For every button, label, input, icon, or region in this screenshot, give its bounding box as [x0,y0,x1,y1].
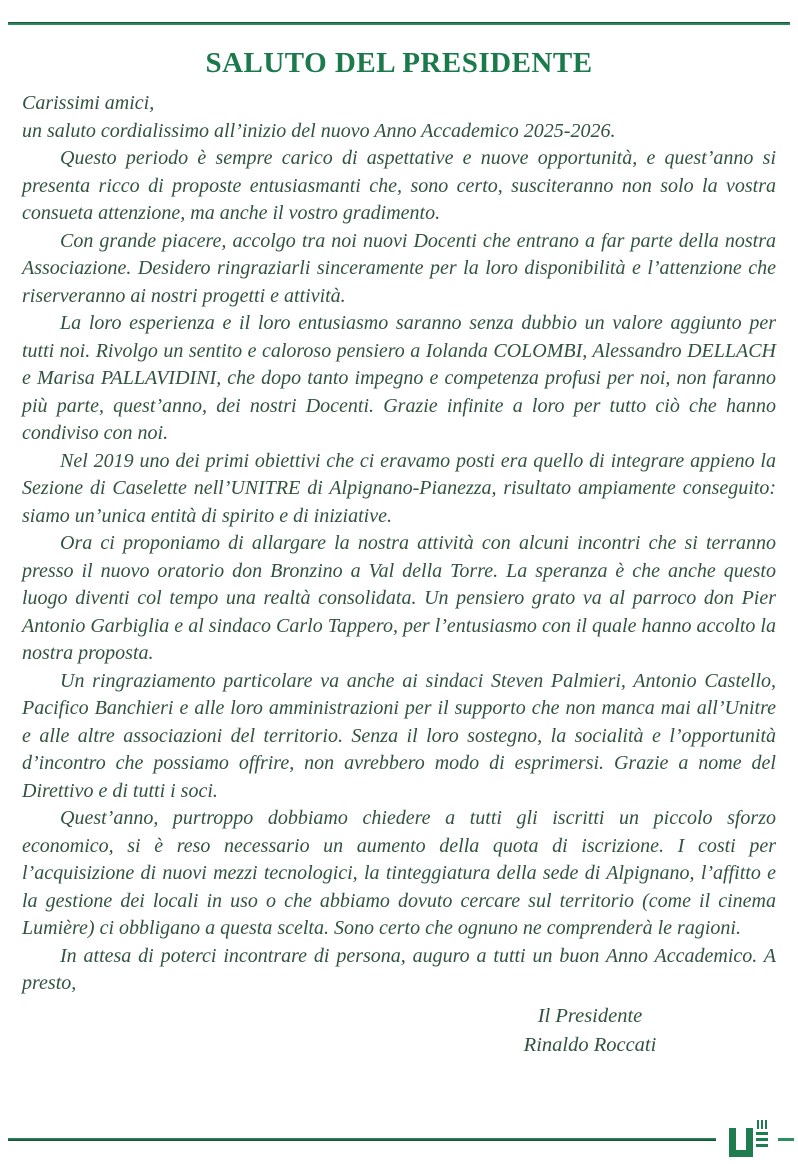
logo-u-shape [729,1128,753,1157]
logo-marks [756,1120,769,1147]
logo-ticks [757,1120,769,1129]
signature-block [445,1002,735,1060]
bottom-divider [8,1138,716,1141]
letter-paragraph: Ora ci proponiamo di allargare la nostra attività con alcuni incontri che si terranno presso il nuovo oratorio don Bronzino a Val della Torre. La speranza è che anche questo luogo diventi col tempo una realtà consolidata. Un pensiero grato va al parroco don Pier Antonio Garbiglia e al sindaco Carlo Tappero, per l’entusiasmo con il quale hanno accolto la nostra proposta. [22,532,776,664]
letter-paragraph: Questo periodo è sempre carico di aspettative e nuove opportunità, e quest’anno si presenta ricco di proposte entusiasmanti che, sono certo, susciteranno non solo la vostra consueta attenzione, ma anche il vostro gradimento. [22,147,776,224]
letter-paragraph: Quest’anno, purtroppo dobbiamo chiedere a tutti gli iscritti un piccolo sforzo economico, si è reso necessario un aumento della quota di iscrizione. I costi per l’acquisizione di nuovi mezzi tecnologici, la tinteggiatura della sede di Alpignano, l’affitto e la gestione dei locali in uso o che abbiamo dovuto cercare sul territorio (come il cinema Lumière) ci obbligano a questa scelta. Sono certo che ognuno ne comprenderà le ragioni. [22,807,776,939]
top-divider [8,22,790,25]
letter-paragraph: La loro esperienza e il loro entusiasmo saranno senza dubbio un valore aggiunto per tutti noi. Rivolgo un sentito e caloroso pensiero a Iolanda COLOMBI, Alessandro DELLACH e Marisa PALLAVIDINI, che dopo tanto impegno e competenza profusi per noi, non faranno più parte, quest’anno, dei nostri Docenti. Grazie infinite a loro per tutto ciò che hanno condiviso con noi. [22,312,776,444]
letter-body [22,90,776,998]
unitre-logo-icon [729,1118,773,1158]
signature-name: Rinaldo Roccati [523,1033,657,1056]
letter-paragraph: Con grande piacere, accolgo tra noi nuovi Docenti che entrano a far parte della nostra Associazione. Desidero ringraziarli sinceramente per la loro disponibilità e l’attenzione che riserveranno ai nostri progetti e attività. [22,229,776,307]
bottom-divider-dash [778,1138,794,1141]
letter-paragraph: Un ringraziamento particolare va anche ai sindaci Steven Palmieri, Antonio Castello, Pacifico Banchieri e alle loro amministrazioni per il supporto che non manca mai all’Unitre e alle altre associazioni del territorio. Senza il loro sostegno, la socialità e l’opportunità d’incontro che possiamo offrire, non avrebbero modo di esprimersi. Grazie a nome del Direttivo e di tutti i soci. [22,669,776,802]
letter-paragraph: In attesa di poterci incontrare di persona, auguro a tutti un buon Anno Accademico. A presto, [22,944,776,994]
signature-role: Il Presidente [537,1004,643,1027]
letter-paragraph: Nel 2019 uno dei primi obiettivi che ci eravamo posti era quello di integrare appieno la Sezione di Caselette nell’UNITRE di Alpignano-Pianezza, risultato ampiamente conseguito: siamo un’unica entità di spirito e di iniziative. [22,449,776,527]
page-title: SALUTO DEL PRESIDENTE [205,47,593,79]
letter-paragraph: un saluto cordialissimo all’inizio del nuovo Anno Accademico 2025-2026. [22,119,616,142]
letter-paragraph: Carissimi amici, [22,92,155,114]
